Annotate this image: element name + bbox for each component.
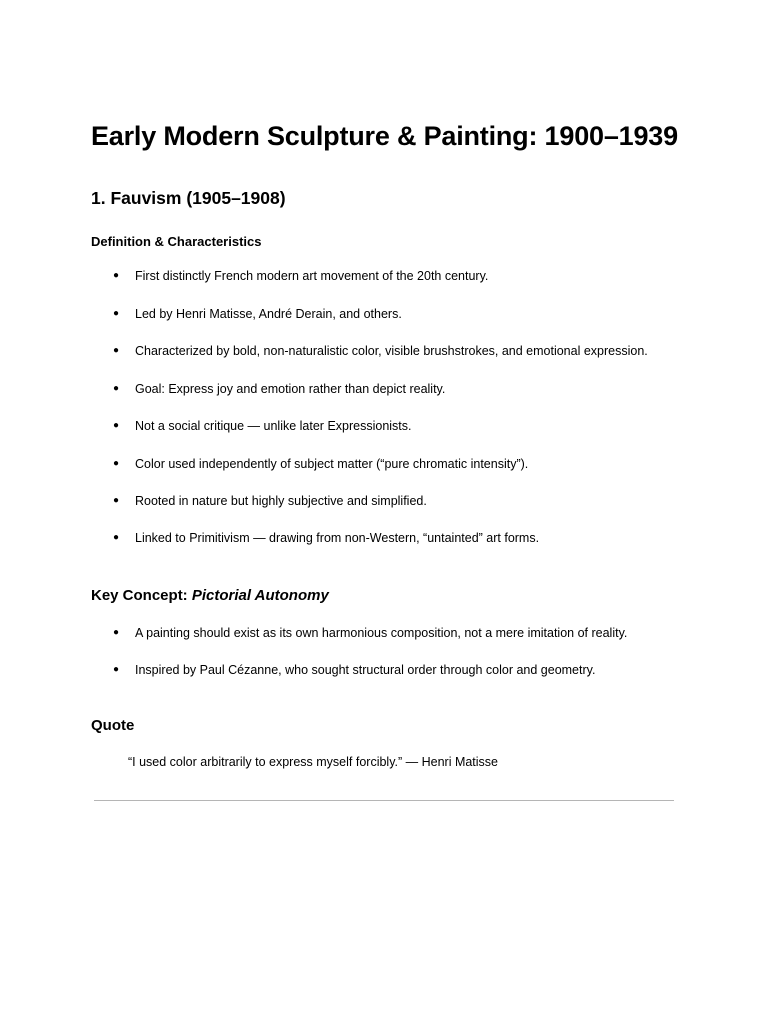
list-item-text: First distinctly French modern art movement of the 20th century. [135, 269, 489, 283]
bullet-icon: ● [113, 458, 120, 469]
bullet-icon: ● [113, 627, 120, 638]
list-item-text: Inspired by Paul Cézanne, who sought structural order through color and geometry. [135, 663, 596, 677]
quote-text: “I used color arbitrarily to express myself forcibly.” — Henri Matisse [128, 755, 499, 769]
list-item-text: Rooted in nature but highly subjective and simplified. [135, 494, 427, 508]
list-item-text: Color used independently of subject matter (“pure chromatic intensity”). [135, 457, 529, 471]
document-title: Early Modern Sculpture & Painting: 1900–1939 [91, 121, 678, 151]
list-item-text: Led by Henri Matisse, André Derain, and others. [135, 307, 402, 321]
horizontal-divider [94, 800, 674, 801]
bullet-icon: ● [113, 664, 120, 675]
bullet-icon: ● [113, 308, 120, 319]
bullet-icon: ● [113, 532, 120, 543]
list-item-text: Characterized by bold, non-naturalistic color, visible brushstrokes, and emotional expression. [135, 344, 648, 358]
bullet-icon: ● [113, 270, 120, 281]
key-concept-term: Pictorial Autonomy [191, 587, 329, 604]
list-item-text: Goal: Express joy and emotion rather than depict reality. [135, 382, 446, 396]
list-item-text: Linked to Primitivism — drawing from non-Western, “untainted” art forms. [135, 531, 540, 545]
bullet-icon: ● [113, 383, 120, 394]
quote-heading: Quote [91, 717, 135, 734]
bullet-icon: ● [113, 420, 120, 431]
key-concept-heading [91, 587, 329, 604]
key-concept-label: Key Concept: [91, 587, 192, 604]
section-heading: 1. Fauvism (1905–1908) [91, 188, 286, 208]
definition-heading: Definition & Characteristics [91, 234, 262, 249]
list-item-text: Not a social critique — unlike later Expressionists. [135, 419, 412, 433]
bullet-icon: ● [113, 345, 120, 356]
bullet-icon: ● [113, 495, 120, 506]
list-item-text: A painting should exist as its own harmonious composition, not a mere imitation of reality. [135, 626, 628, 640]
